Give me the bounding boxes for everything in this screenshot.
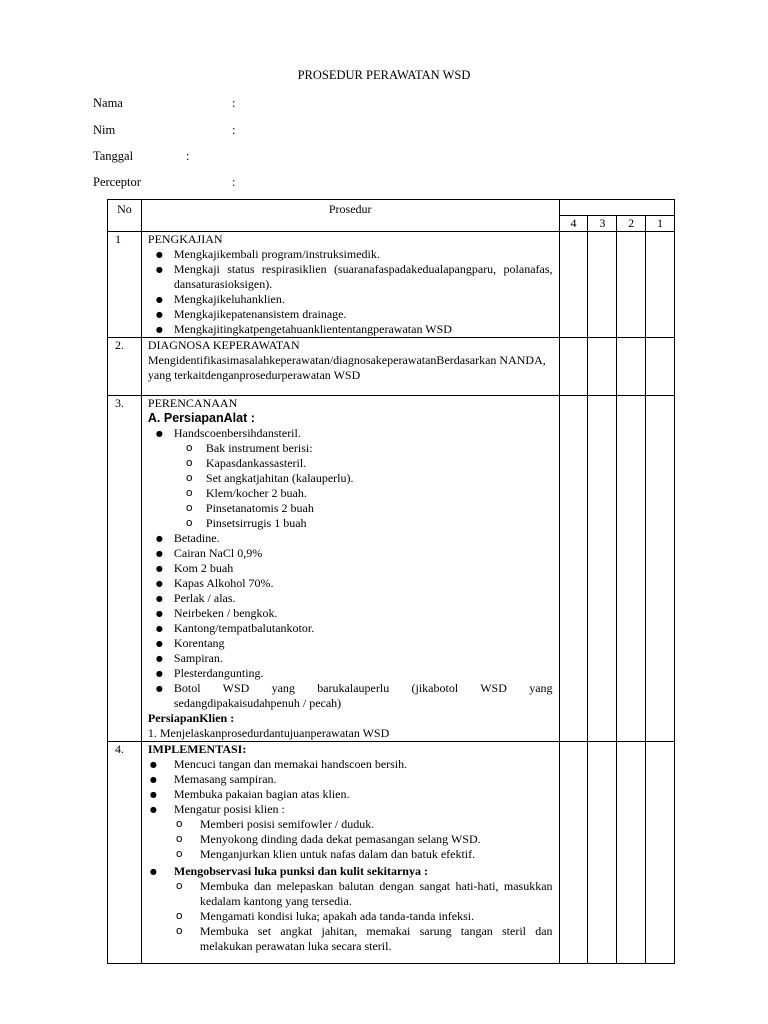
section-heading: IMPLEMENTASI:: [147, 742, 247, 756]
list-item: ● Mengkajikembali program/instruksimedik.: [148, 247, 553, 262]
field-nama-label: Nama: [93, 96, 123, 110]
persiapan-klien-heading: PersiapanKlien :: [147, 711, 235, 725]
header-no: No: [108, 200, 142, 232]
score-cell[interactable]: [588, 232, 617, 338]
field-perceptor-label: Perceptor: [93, 175, 141, 189]
section-heading: PENGKAJIAN: [147, 232, 223, 246]
score-cell[interactable]: [559, 232, 588, 338]
row-no: 2.: [108, 338, 142, 396]
list-item: ● Perlak / alas.: [148, 591, 553, 606]
bullet-list: [148, 426, 553, 711]
sub-list-item: o Menganjurkan klien untuk nafas dalam dan batuk efektif.: [148, 847, 553, 862]
section-heading: PERENCANAAN: [147, 396, 238, 410]
row-no: 4.: [108, 742, 142, 964]
row-prosedur: [141, 232, 559, 338]
score-4: 4: [559, 216, 588, 232]
sub-list-item: o Mengamati kondisi luka; apakah ada tanda-tanda infeksi.: [148, 909, 553, 924]
field-nim-colon: :: [232, 123, 236, 137]
score-cell[interactable]: [646, 232, 675, 338]
score-1: 1: [646, 216, 675, 232]
score-cell[interactable]: [617, 338, 646, 396]
list-item: ● Kantong/tempatbalutankotor.: [148, 621, 553, 636]
score-3: 3: [588, 216, 617, 232]
row-prosedur: [141, 396, 559, 742]
list-item: ● Memasang sampiran.: [148, 772, 553, 787]
sub-list-item: o Set angkatjahitan (kalauperlu).: [148, 471, 553, 486]
row-prosedur: [141, 742, 559, 964]
document-title: PROSEDUR PERAWATAN WSD: [297, 68, 471, 82]
table-row: [108, 232, 675, 338]
sub-list-item: o Kapasdankassasteril.: [148, 456, 553, 471]
list-item: ● Botol WSD yang barukalauperlu (jikabotol WSD yang sedangdipakaisudahpenuh / pecah): [148, 681, 553, 711]
sub-list-item: o Memberi posisi semifowler / duduk.: [148, 817, 553, 832]
list-item: ● Kapas Alkohol 70%.: [148, 576, 553, 591]
list-item: ● Mengobservasi luka punksi dan kulit sekitarnya :: [148, 864, 553, 879]
list-item: ● Korentang: [148, 636, 553, 651]
header-score-group: [559, 200, 674, 216]
list-item: ● Mengkajikeluhanklien.: [148, 292, 553, 307]
score-cell[interactable]: [559, 396, 588, 742]
score-cell[interactable]: [617, 396, 646, 742]
score-cell[interactable]: [588, 338, 617, 396]
score-cell[interactable]: [559, 338, 588, 396]
list-item: ● Neirbeken / bengkok.: [148, 606, 553, 621]
sub-list-item: o Pinsetsirrugis 1 buah: [148, 516, 553, 531]
sub-list-item: o Pinsetanatomis 2 buah: [148, 501, 553, 516]
procedure-table: [107, 199, 675, 964]
sub-list-item: o Membuka set angkat jahitan, memakai sarung tangan steril dan melakukan perawatan luka secara steril.: [148, 924, 553, 954]
row-no: 1: [108, 232, 142, 338]
score-cell[interactable]: [617, 742, 646, 964]
sub-list-item: o Membuka dan melepaskan balutan dengan sangat hati-hati, masukkan kedalam kantong yang tersedia.: [148, 879, 553, 909]
list-item: ● Handscoenbersihdansteril.: [148, 426, 553, 441]
score-2: 2: [617, 216, 646, 232]
section-heading: DIAGNOSA KEPERAWATAN: [147, 338, 300, 352]
persiapan-klien-item: 1. Menjelaskanprosedurdantujuanperawatan WSD: [147, 726, 390, 740]
list-item: ● Membuka pakaian bagian atas klien.: [148, 787, 553, 802]
score-cell[interactable]: [646, 396, 675, 742]
list-item: ● Sampiran.: [148, 651, 553, 666]
table-row: [108, 338, 675, 396]
sub-list-item: o Menyokong dinding dada dekat pemasangan selang WSD.: [148, 832, 553, 847]
list-item: ● Plesterdangunting.: [148, 666, 553, 681]
field-perceptor-colon: :: [232, 175, 236, 189]
score-cell[interactable]: [646, 742, 675, 964]
sub-list-item: o Bak instrument berisi:: [148, 441, 553, 456]
bullet-list: [148, 757, 553, 954]
score-cell[interactable]: [559, 742, 588, 964]
table-row: [108, 396, 675, 742]
list-item: ● Betadine.: [148, 531, 553, 546]
header-prosedur: Prosedur: [141, 200, 559, 232]
bullet-list: [148, 247, 553, 337]
list-item: ● Mengkajitingkatpengetahuankliententangperawatan WSD: [148, 322, 553, 337]
field-nama-colon: :: [232, 96, 236, 110]
list-item: ● Mencuci tangan dan memakai handscoen bersih.: [148, 757, 553, 772]
list-item: ● Cairan NaCl 0,9%: [148, 546, 553, 561]
score-cell[interactable]: [588, 742, 617, 964]
field-tanggal-label: Tanggal: [93, 149, 134, 163]
list-item: ● Mengkaji status respirasiklien (suaranafaspadakedualapangparu, polanafas, dansaturasioksigen).: [148, 262, 553, 292]
field-tanggal-colon: :: [186, 149, 190, 163]
section-text: Mengidentifikasimasalahkeperawatan/diagnosakeperawatanBerdasarkan NANDA, yang terkaitdenganprosedurperawatan WSD: [147, 353, 546, 382]
score-cell[interactable]: [588, 396, 617, 742]
subsection-heading: A. PersiapanAlat :: [147, 411, 255, 425]
row-no: 3.: [108, 396, 142, 742]
table-header-row: [108, 200, 675, 216]
list-item: ● Mengatur posisi klien :: [148, 802, 553, 817]
row-prosedur: [141, 338, 559, 396]
score-cell[interactable]: [617, 232, 646, 338]
list-item: ● Kom 2 buah: [148, 561, 553, 576]
field-nim-label: Nim: [93, 123, 116, 137]
list-item: ● Mengkajikepatenansistem drainage.: [148, 307, 553, 322]
table-row: [108, 742, 675, 964]
score-cell[interactable]: [646, 338, 675, 396]
sub-list-item: o Klem/kocher 2 buah.: [148, 486, 553, 501]
